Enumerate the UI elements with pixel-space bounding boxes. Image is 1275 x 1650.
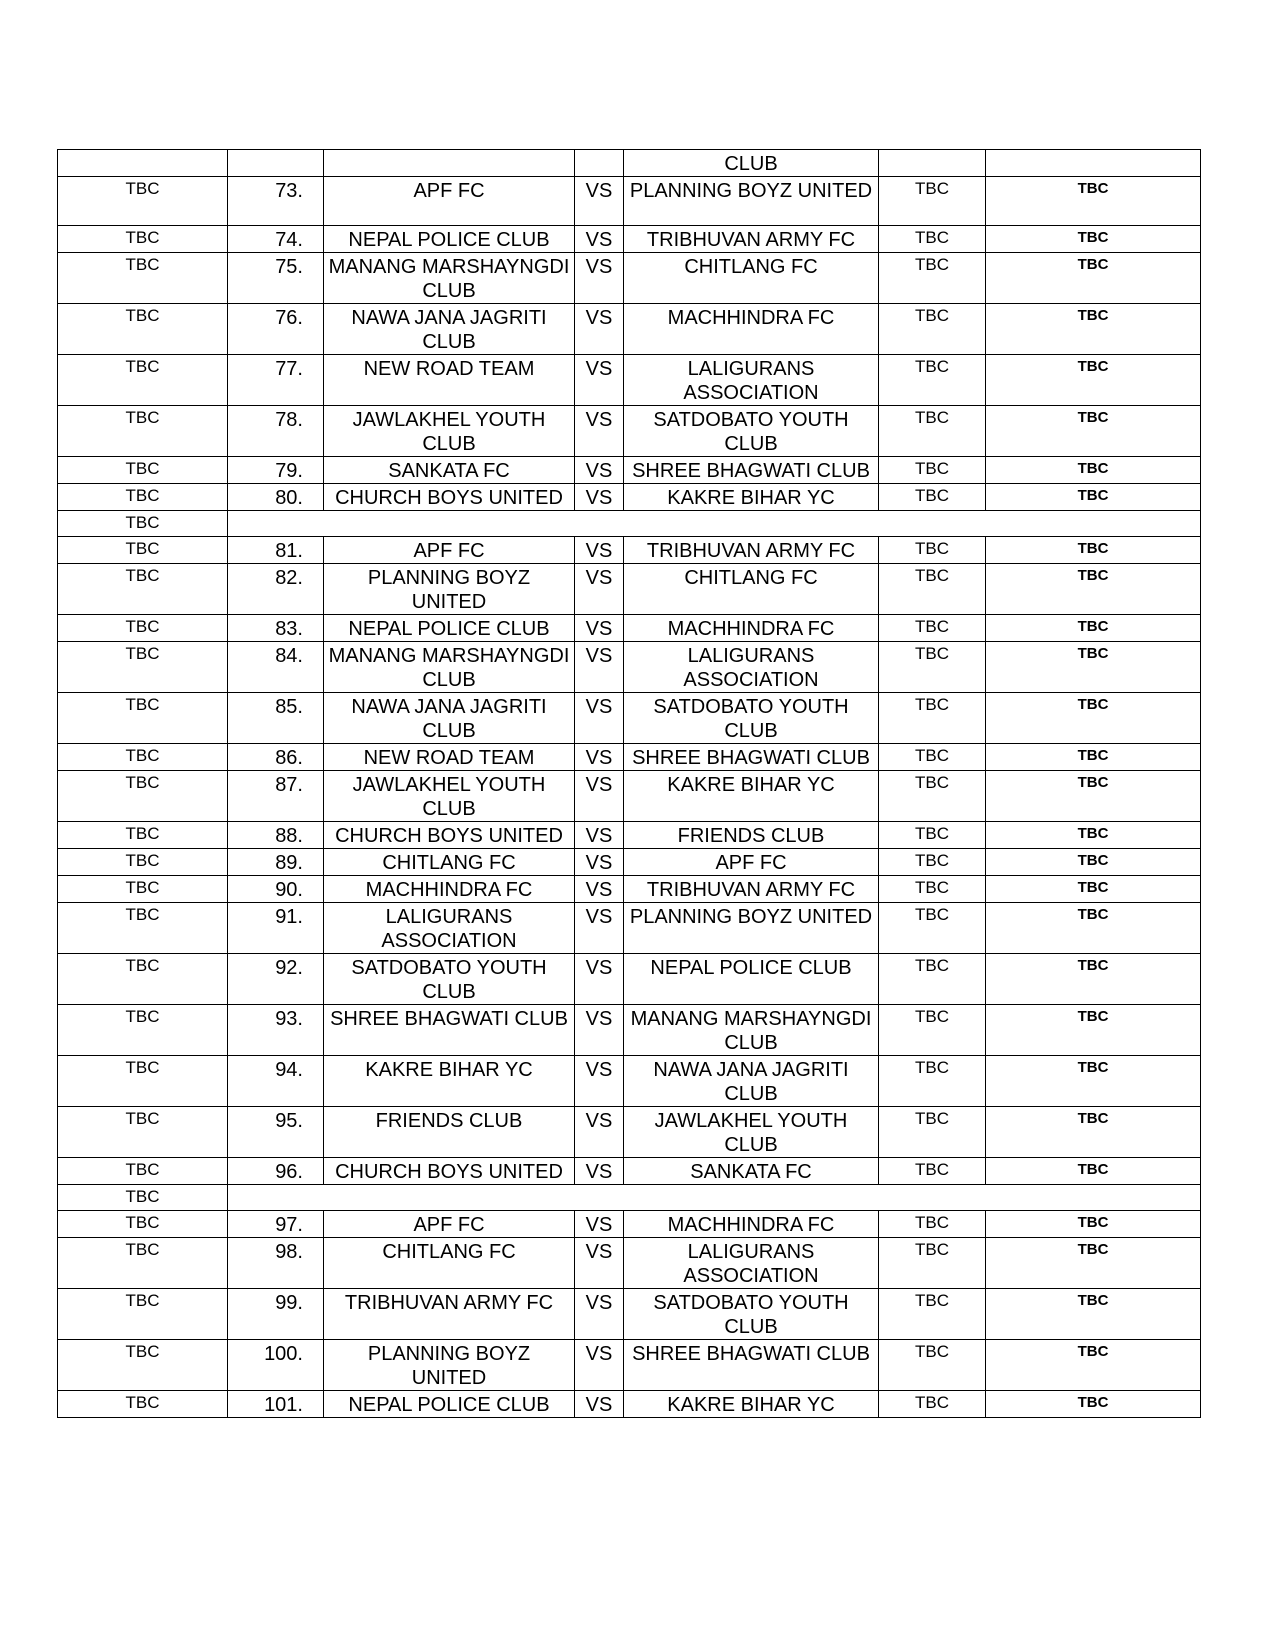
- match-number-cell: 76.: [228, 304, 324, 355]
- venue-cell: TBC: [986, 537, 1201, 564]
- venue-cell: TBC: [986, 1391, 1201, 1418]
- home-team-cell: PLANNING BOYZ UNITED: [324, 1340, 575, 1391]
- home-team-cell: CHITLANG FC: [324, 1238, 575, 1289]
- venue-cell: TBC: [986, 1005, 1201, 1056]
- separator-date-cell: TBC: [58, 511, 228, 537]
- away-team-cell: SHREE BHAGWATI CLUB: [624, 1340, 879, 1391]
- fixture-row: [58, 226, 1201, 253]
- venue-cell: TBC: [986, 253, 1201, 304]
- date-cell: TBC: [58, 457, 228, 484]
- time-cell: TBC: [879, 406, 986, 457]
- away-team-cell: SATDOBATO YOUTH CLUB: [624, 406, 879, 457]
- fixture-row: [58, 1056, 1201, 1107]
- match-number-cell: [228, 150, 324, 177]
- time-cell: TBC: [879, 771, 986, 822]
- venue-cell: TBC: [986, 457, 1201, 484]
- time-cell: TBC: [879, 876, 986, 903]
- match-number-cell: 82.: [228, 564, 324, 615]
- venue-cell: TBC: [986, 849, 1201, 876]
- match-number-cell: 80.: [228, 484, 324, 511]
- fixture-row: [58, 642, 1201, 693]
- date-cell: TBC: [58, 642, 228, 693]
- match-number-cell: 83.: [228, 615, 324, 642]
- time-cell: TBC: [879, 822, 986, 849]
- vs-cell: VS: [575, 1107, 624, 1158]
- home-team-cell: FRIENDS CLUB: [324, 1107, 575, 1158]
- fixture-row: [58, 876, 1201, 903]
- vs-cell: VS: [575, 484, 624, 511]
- vs-cell: VS: [575, 1005, 624, 1056]
- home-team-cell: MACHHINDRA FC: [324, 876, 575, 903]
- date-cell: TBC: [58, 1107, 228, 1158]
- date-cell: TBC: [58, 849, 228, 876]
- venue-cell: [986, 150, 1201, 177]
- away-team-cell: MANANG MARSHAYNGDI CLUB: [624, 1005, 879, 1056]
- fixture-row: [58, 615, 1201, 642]
- match-number-cell: 92.: [228, 954, 324, 1005]
- date-cell: TBC: [58, 615, 228, 642]
- date-cell: TBC: [58, 822, 228, 849]
- fixture-row: [58, 406, 1201, 457]
- vs-cell: VS: [575, 876, 624, 903]
- date-cell: TBC: [58, 537, 228, 564]
- venue-cell: TBC: [986, 615, 1201, 642]
- home-team-cell: APF FC: [324, 537, 575, 564]
- match-number-cell: 81.: [228, 537, 324, 564]
- match-number-cell: 95.: [228, 1107, 324, 1158]
- time-cell: TBC: [879, 304, 986, 355]
- time-cell: TBC: [879, 693, 986, 744]
- fixture-row: [58, 822, 1201, 849]
- venue-cell: TBC: [986, 693, 1201, 744]
- away-team-cell: LALIGURANS ASSOCIATION: [624, 1238, 879, 1289]
- date-cell: TBC: [58, 1056, 228, 1107]
- venue-cell: TBC: [986, 1107, 1201, 1158]
- vs-cell: VS: [575, 537, 624, 564]
- home-team-cell: SANKATA FC: [324, 457, 575, 484]
- match-number-cell: 96.: [228, 1158, 324, 1185]
- venue-cell: TBC: [986, 903, 1201, 954]
- match-number-cell: 91.: [228, 903, 324, 954]
- vs-cell: [575, 150, 624, 177]
- fixture-row: [58, 1211, 1201, 1238]
- venue-cell: TBC: [986, 954, 1201, 1005]
- home-team-cell: KAKRE BIHAR YC: [324, 1056, 575, 1107]
- home-team-cell: NEPAL POLICE CLUB: [324, 1391, 575, 1418]
- date-cell: TBC: [58, 744, 228, 771]
- date-cell: TBC: [58, 693, 228, 744]
- away-team-cell: LALIGURANS ASSOCIATION: [624, 642, 879, 693]
- date-cell: TBC: [58, 564, 228, 615]
- venue-cell: TBC: [986, 744, 1201, 771]
- vs-cell: VS: [575, 304, 624, 355]
- time-cell: TBC: [879, 1289, 986, 1340]
- vs-cell: VS: [575, 406, 624, 457]
- time-cell: TBC: [879, 1056, 986, 1107]
- match-number-cell: 101.: [228, 1391, 324, 1418]
- venue-cell: TBC: [986, 642, 1201, 693]
- date-cell: TBC: [58, 771, 228, 822]
- away-team-cell: MACHHINDRA FC: [624, 304, 879, 355]
- home-team-cell: CHURCH BOYS UNITED: [324, 1158, 575, 1185]
- away-team-cell: CLUB: [624, 150, 879, 177]
- separator-blank-cell: [228, 511, 1201, 537]
- away-team-cell: PLANNING BOYZ UNITED: [624, 903, 879, 954]
- time-cell: TBC: [879, 744, 986, 771]
- time-cell: TBC: [879, 1340, 986, 1391]
- fixture-row: [58, 253, 1201, 304]
- fixture-row: [58, 771, 1201, 822]
- time-cell: TBC: [879, 253, 986, 304]
- away-team-cell: JAWLAKHEL YOUTH CLUB: [624, 1107, 879, 1158]
- away-team-cell: MACHHINDRA FC: [624, 615, 879, 642]
- date-cell: TBC: [58, 1238, 228, 1289]
- vs-cell: VS: [575, 177, 624, 226]
- home-team-cell: PLANNING BOYZ UNITED: [324, 564, 575, 615]
- fixtures-table: [57, 149, 1201, 1418]
- time-cell: TBC: [879, 484, 986, 511]
- vs-cell: VS: [575, 1289, 624, 1340]
- home-team-cell: MANANG MARSHAYNGDI CLUB: [324, 642, 575, 693]
- venue-cell: TBC: [986, 822, 1201, 849]
- vs-cell: VS: [575, 822, 624, 849]
- date-cell: TBC: [58, 484, 228, 511]
- match-number-cell: 86.: [228, 744, 324, 771]
- vs-cell: VS: [575, 355, 624, 406]
- time-cell: TBC: [879, 1391, 986, 1418]
- away-team-cell: KAKRE BIHAR YC: [624, 1391, 879, 1418]
- away-team-cell: TRIBHUVAN ARMY FC: [624, 537, 879, 564]
- match-number-cell: 88.: [228, 822, 324, 849]
- time-cell: TBC: [879, 1238, 986, 1289]
- date-cell: TBC: [58, 226, 228, 253]
- home-team-cell: NAWA JANA JAGRITI CLUB: [324, 693, 575, 744]
- match-number-cell: 87.: [228, 771, 324, 822]
- date-cell: TBC: [58, 304, 228, 355]
- venue-cell: TBC: [986, 1056, 1201, 1107]
- date-cell: TBC: [58, 355, 228, 406]
- vs-cell: VS: [575, 1238, 624, 1289]
- vs-cell: VS: [575, 1158, 624, 1185]
- fixture-row: [58, 484, 1201, 511]
- vs-cell: VS: [575, 615, 624, 642]
- vs-cell: VS: [575, 744, 624, 771]
- vs-cell: VS: [575, 1391, 624, 1418]
- away-team-cell: NAWA JANA JAGRITI CLUB: [624, 1056, 879, 1107]
- away-team-cell: SANKATA FC: [624, 1158, 879, 1185]
- home-team-cell: [324, 150, 575, 177]
- venue-cell: TBC: [986, 1158, 1201, 1185]
- home-team-cell: TRIBHUVAN ARMY FC: [324, 1289, 575, 1340]
- venue-cell: TBC: [986, 1211, 1201, 1238]
- match-number-cell: 73.: [228, 177, 324, 226]
- home-team-cell: LALIGURANS ASSOCIATION: [324, 903, 575, 954]
- venue-cell: TBC: [986, 771, 1201, 822]
- venue-cell: TBC: [986, 484, 1201, 511]
- match-number-cell: 84.: [228, 642, 324, 693]
- time-cell: TBC: [879, 1005, 986, 1056]
- home-team-cell: SATDOBATO YOUTH CLUB: [324, 954, 575, 1005]
- fixtures-body: [58, 150, 1201, 1418]
- date-cell: TBC: [58, 406, 228, 457]
- date-cell: TBC: [58, 253, 228, 304]
- match-number-cell: 78.: [228, 406, 324, 457]
- vs-cell: VS: [575, 849, 624, 876]
- venue-cell: TBC: [986, 1238, 1201, 1289]
- fixture-row: [58, 457, 1201, 484]
- time-cell: TBC: [879, 177, 986, 226]
- away-team-cell: SATDOBATO YOUTH CLUB: [624, 693, 879, 744]
- date-cell: TBC: [58, 954, 228, 1005]
- time-cell: TBC: [879, 226, 986, 253]
- away-team-cell: MACHHINDRA FC: [624, 1211, 879, 1238]
- venue-cell: TBC: [986, 177, 1201, 226]
- date-cell: TBC: [58, 1289, 228, 1340]
- away-team-cell: CHITLANG FC: [624, 253, 879, 304]
- time-cell: [879, 150, 986, 177]
- match-number-cell: 100.: [228, 1340, 324, 1391]
- date-cell: TBC: [58, 876, 228, 903]
- away-team-cell: CHITLANG FC: [624, 564, 879, 615]
- match-number-cell: 98.: [228, 1238, 324, 1289]
- time-cell: TBC: [879, 903, 986, 954]
- match-number-cell: 93.: [228, 1005, 324, 1056]
- home-team-cell: JAWLAKHEL YOUTH CLUB: [324, 406, 575, 457]
- time-cell: TBC: [879, 615, 986, 642]
- match-number-cell: 99.: [228, 1289, 324, 1340]
- date-cell: [58, 150, 228, 177]
- home-team-cell: NEPAL POLICE CLUB: [324, 615, 575, 642]
- time-cell: TBC: [879, 642, 986, 693]
- fixture-row: [58, 744, 1201, 771]
- vs-cell: VS: [575, 903, 624, 954]
- match-number-cell: 97.: [228, 1211, 324, 1238]
- fixture-row: [58, 693, 1201, 744]
- fixture-row: [58, 954, 1201, 1005]
- fixture-row: [58, 1005, 1201, 1056]
- home-team-cell: NEW ROAD TEAM: [324, 744, 575, 771]
- home-team-cell: APF FC: [324, 1211, 575, 1238]
- date-cell: TBC: [58, 903, 228, 954]
- away-team-cell: PLANNING BOYZ UNITED: [624, 177, 879, 226]
- venue-cell: TBC: [986, 355, 1201, 406]
- time-cell: TBC: [879, 1158, 986, 1185]
- time-cell: TBC: [879, 1211, 986, 1238]
- separator-date-cell: TBC: [58, 1185, 228, 1211]
- away-team-cell: TRIBHUVAN ARMY FC: [624, 226, 879, 253]
- fixture-row: [58, 1340, 1201, 1391]
- home-team-cell: NAWA JANA JAGRITI CLUB: [324, 304, 575, 355]
- round-separator-row: [58, 511, 1201, 537]
- fixture-row: [58, 1158, 1201, 1185]
- vs-cell: VS: [575, 642, 624, 693]
- time-cell: TBC: [879, 355, 986, 406]
- fixture-row: [58, 177, 1201, 226]
- venue-cell: TBC: [986, 406, 1201, 457]
- away-team-cell: FRIENDS CLUB: [624, 822, 879, 849]
- date-cell: TBC: [58, 1158, 228, 1185]
- vs-cell: VS: [575, 1056, 624, 1107]
- date-cell: TBC: [58, 1340, 228, 1391]
- separator-blank-cell: [228, 1185, 1201, 1211]
- venue-cell: TBC: [986, 1340, 1201, 1391]
- home-team-cell: CHITLANG FC: [324, 849, 575, 876]
- round-separator-row: [58, 1185, 1201, 1211]
- fixture-row: [58, 903, 1201, 954]
- fixture-row: [58, 537, 1201, 564]
- date-cell: TBC: [58, 1211, 228, 1238]
- vs-cell: VS: [575, 693, 624, 744]
- continuation-row: [58, 150, 1201, 177]
- home-team-cell: CHURCH BOYS UNITED: [324, 822, 575, 849]
- time-cell: TBC: [879, 954, 986, 1005]
- time-cell: TBC: [879, 1107, 986, 1158]
- vs-cell: VS: [575, 564, 624, 615]
- match-number-cell: 77.: [228, 355, 324, 406]
- date-cell: TBC: [58, 1005, 228, 1056]
- match-number-cell: 79.: [228, 457, 324, 484]
- home-team-cell: NEPAL POLICE CLUB: [324, 226, 575, 253]
- away-team-cell: LALIGURANS ASSOCIATION: [624, 355, 879, 406]
- fixture-row: [58, 1289, 1201, 1340]
- venue-cell: TBC: [986, 564, 1201, 615]
- time-cell: TBC: [879, 457, 986, 484]
- venue-cell: TBC: [986, 876, 1201, 903]
- away-team-cell: APF FC: [624, 849, 879, 876]
- fixture-row: [58, 355, 1201, 406]
- venue-cell: TBC: [986, 1289, 1201, 1340]
- time-cell: TBC: [879, 564, 986, 615]
- fixture-row: [58, 564, 1201, 615]
- venue-cell: TBC: [986, 304, 1201, 355]
- away-team-cell: SATDOBATO YOUTH CLUB: [624, 1289, 879, 1340]
- vs-cell: VS: [575, 954, 624, 1005]
- home-team-cell: SHREE BHAGWATI CLUB: [324, 1005, 575, 1056]
- date-cell: TBC: [58, 177, 228, 226]
- away-team-cell: KAKRE BIHAR YC: [624, 484, 879, 511]
- vs-cell: VS: [575, 253, 624, 304]
- home-team-cell: MANANG MARSHAYNGDI CLUB: [324, 253, 575, 304]
- away-team-cell: NEPAL POLICE CLUB: [624, 954, 879, 1005]
- home-team-cell: APF FC: [324, 177, 575, 226]
- vs-cell: VS: [575, 1211, 624, 1238]
- fixture-row: [58, 1238, 1201, 1289]
- away-team-cell: SHREE BHAGWATI CLUB: [624, 744, 879, 771]
- date-cell: TBC: [58, 1391, 228, 1418]
- vs-cell: VS: [575, 1340, 624, 1391]
- match-number-cell: 74.: [228, 226, 324, 253]
- match-number-cell: 85.: [228, 693, 324, 744]
- away-team-cell: SHREE BHAGWATI CLUB: [624, 457, 879, 484]
- fixture-row: [58, 1391, 1201, 1418]
- away-team-cell: TRIBHUVAN ARMY FC: [624, 876, 879, 903]
- time-cell: TBC: [879, 849, 986, 876]
- vs-cell: VS: [575, 771, 624, 822]
- vs-cell: VS: [575, 226, 624, 253]
- match-number-cell: 89.: [228, 849, 324, 876]
- home-team-cell: NEW ROAD TEAM: [324, 355, 575, 406]
- fixture-row: [58, 304, 1201, 355]
- match-number-cell: 75.: [228, 253, 324, 304]
- vs-cell: VS: [575, 457, 624, 484]
- venue-cell: TBC: [986, 226, 1201, 253]
- home-team-cell: CHURCH BOYS UNITED: [324, 484, 575, 511]
- match-number-cell: 94.: [228, 1056, 324, 1107]
- time-cell: TBC: [879, 537, 986, 564]
- home-team-cell: JAWLAKHEL YOUTH CLUB: [324, 771, 575, 822]
- fixture-row: [58, 1107, 1201, 1158]
- away-team-cell: KAKRE BIHAR YC: [624, 771, 879, 822]
- fixture-row: [58, 849, 1201, 876]
- match-number-cell: 90.: [228, 876, 324, 903]
